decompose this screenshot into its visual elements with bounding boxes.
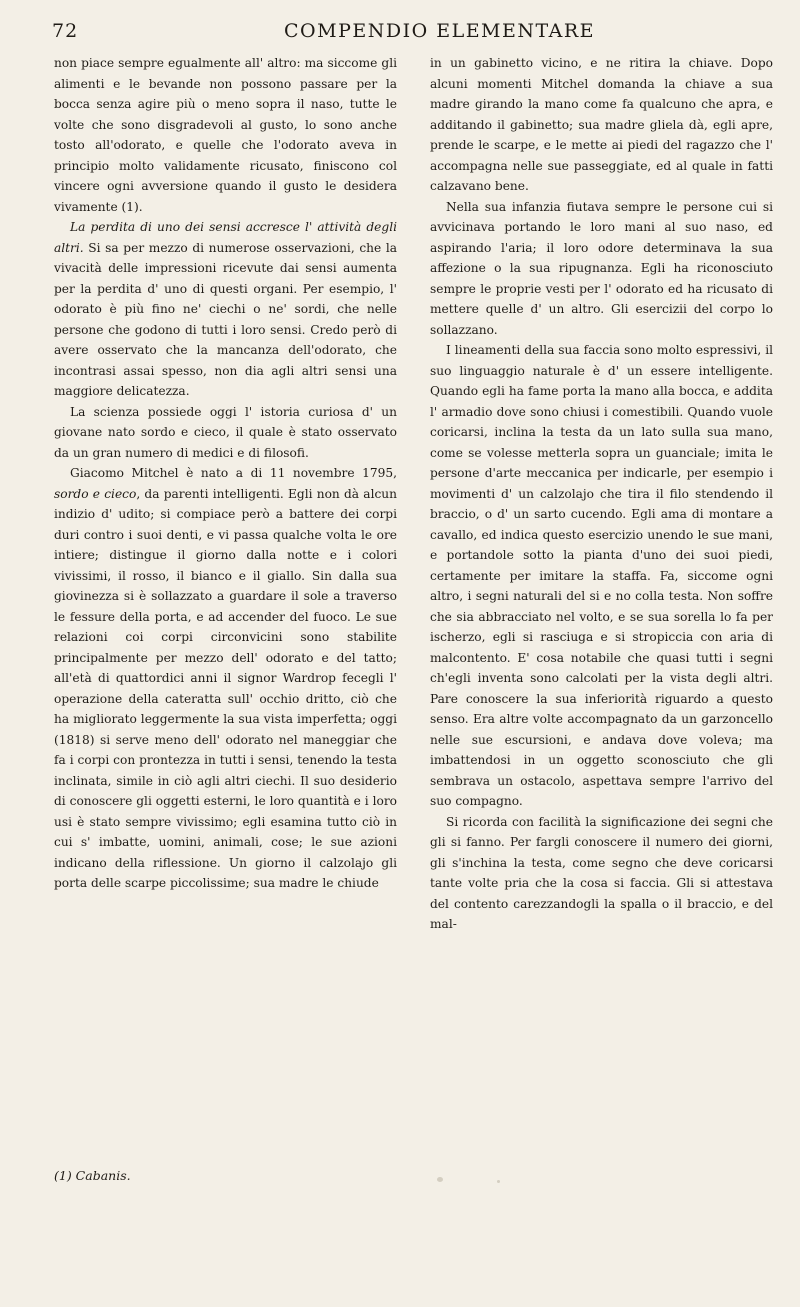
emphasis-text: sordo e cieco — [54, 486, 137, 501]
paragraph-text: Giacomo Mitchel è nato a di 11 novembre 1795, — [70, 466, 397, 480]
ink-smudge — [437, 1177, 443, 1182]
right-column — [430, 53, 773, 935]
paragraph: La scienza possiede oggi l' istoria curiosa d' un giovane nato sordo e cieco, il quale è stato osservato da un gran numero di medici e di filosofi. — [54, 404, 397, 460]
section-heading: La perdita di uno dei sensi accresce l' attività degli altri. — [54, 220, 397, 255]
paragraph: I lineamenti della sua faccia sono molto espressivi, il suo linguaggio naturale è d' un essere intelligente. Quando egli ha fame porta la mano alla bocca, e addita l' armadio dove sono chiusi i comestibili. Quando vuole coricarsi, inclina la testa da un lato sulla sua mano, come se volesse metterla sopra un guanciale; imita le persone d'arte meccanica per indicarle, per esempio i movimenti d' un calzolajo che tira il filo stendendo il braccio, o d' un sarto cucendo. Egli ama di montare a cavallo, ed indica questo esercizio unendo le sue mani, e portandole sotto la pianta d'uno dei suoi piedi, certamente per imitare la staffa. Fa, siccome ogni altro, i segni naturali del si e no colla testa. Non soffre che sia abbracciato nel volto, e se sua sorella lo fa per ischerzo, egli si rasciuga e si stropiccia con aria di malcontento. E' cosa notabile che quasi tutti i segni ch'egli inventa sono calcolati per la vista degli altri. Pare conoscere la sua inferiorità riguardo a questo senso. Era altre volte accompagnato da un garzoncello nelle sue escursioni, e andava dove voleva; ma imbattendosi in un oggetto sconosciuto che gli sembrava un ostacolo, aspettava sempre l'arrivo del suo compagno. — [430, 343, 773, 808]
paragraph — [54, 463, 397, 894]
page-number: 72 — [52, 20, 79, 42]
ink-smudge — [497, 1180, 500, 1183]
paragraph — [54, 217, 397, 402]
paragraph: Si ricorda con facilità la significazione dei segni che gli si fanno. Per fargli conoscere il numero dei giorni, gli s'inchina la testa, come segno che deve coricarsi tante volte pria che la cosa si faccia. Gli si attestava del contento carezzandogli la spalla o il braccio, e del mal- — [430, 814, 773, 931]
paragraph: non piace sempre egualmente all' altro: ma siccome gli alimenti e le bevande non possono passare per la bocca senza agire più o meno sopra il naso, tutte le volte che sono disgradevoli al gusto, lo sono anche tosto all'odorato, e quelle che l'odorato aveva in principio molto validamente ricusato, finiscono col vincere ogni avversione quando il gusto le desidera vivamente (1). — [54, 56, 397, 214]
page-header — [52, 20, 780, 48]
running-title: COMPENDIO ELEMENTARE — [284, 20, 596, 42]
paragraph-text: Si sa per mezzo di numerose osservazioni, che la vivacità delle impressioni ricevute dai sensi aumenta per la perdita d' uno di questi organi. Per esempio, l' odorato è più fino ne' ciechi o ne' sordi, che nelle persone che godono di tutti i loro sensi. Credo però di avere osservato che la mancanza dell'odorato, che incontrasi assai spesso, non dia agli altri sensi una maggiore delicatezza. — [54, 240, 397, 398]
paragraph: Nella sua infanzia fiutava sempre le persone cui si avvicinava portando le loro mani al suo naso, ed aspirando l'aria; il loro odore determinava la sua affezione o la sua ripugnanza. Egli ha riconosciuto sempre le proprie vesti per l' odorato ed ha ricusato di mettere quelle d' un altro. Gli esercizii del corpo lo sollazzano. — [430, 199, 773, 337]
paragraph: in un gabinetto vicino, e ne ritira la chiave. Dopo alcuni momenti Mitchel domanda la chiave a sua madre girando la mano come fa qualcuno che apra, e additando il gabinetto; sua madre gliela dà, egli apre, prende le scarpe, e le mette ai piedi del ragazzo che l' accompagna nelle sue passeggiate, ed al quale in fatti calzavano bene. — [430, 56, 773, 193]
left-column — [54, 53, 397, 894]
footnote: (1) Cabanis. — [54, 1168, 131, 1183]
paragraph-text: , da parenti intelligenti. Egli non dà alcun indizio d' udito; si compiace però a battere dei corpi duri contro i suoi denti, e vi passa qualche volta le ore intiere; distingue il giorno dalla notte e i colori vivissimi, il rosso, il bianco e il giallo. Sin dalla sua giovinezza si è sollazzato a guardare il sole a traverso le fessure della porta, e ad accender del fuoco. Le sue relazioni coi corpi circonvicini sono stabilite principalmente per mezzo dell' odorato e del tatto; all'età di quattordici anni il signor Wardrop fecegli l' operazione della cateratta sull' occhio dritto, ciò che ha migliorato leggermente la sua vista imperfetta; oggi (1818) si serve meno dell' odorato nel maneggiar che fa i corpi con prontezza in tutti i sensi, tenendo la testa inclinata, simile in ciò agli altri ciechi. Il suo desiderio di conoscere gli oggetti esterni, le loro quantità e i loro usi è stato sempre vivissimo; egli esamina tutto ciò in cui s' imbatte, uomini, animali, cose; le sue azioni indicano della riflessione. Un giorno il calzolajo gli porta delle scarpe piccolissime; sua madre le chiude — [54, 486, 397, 890]
